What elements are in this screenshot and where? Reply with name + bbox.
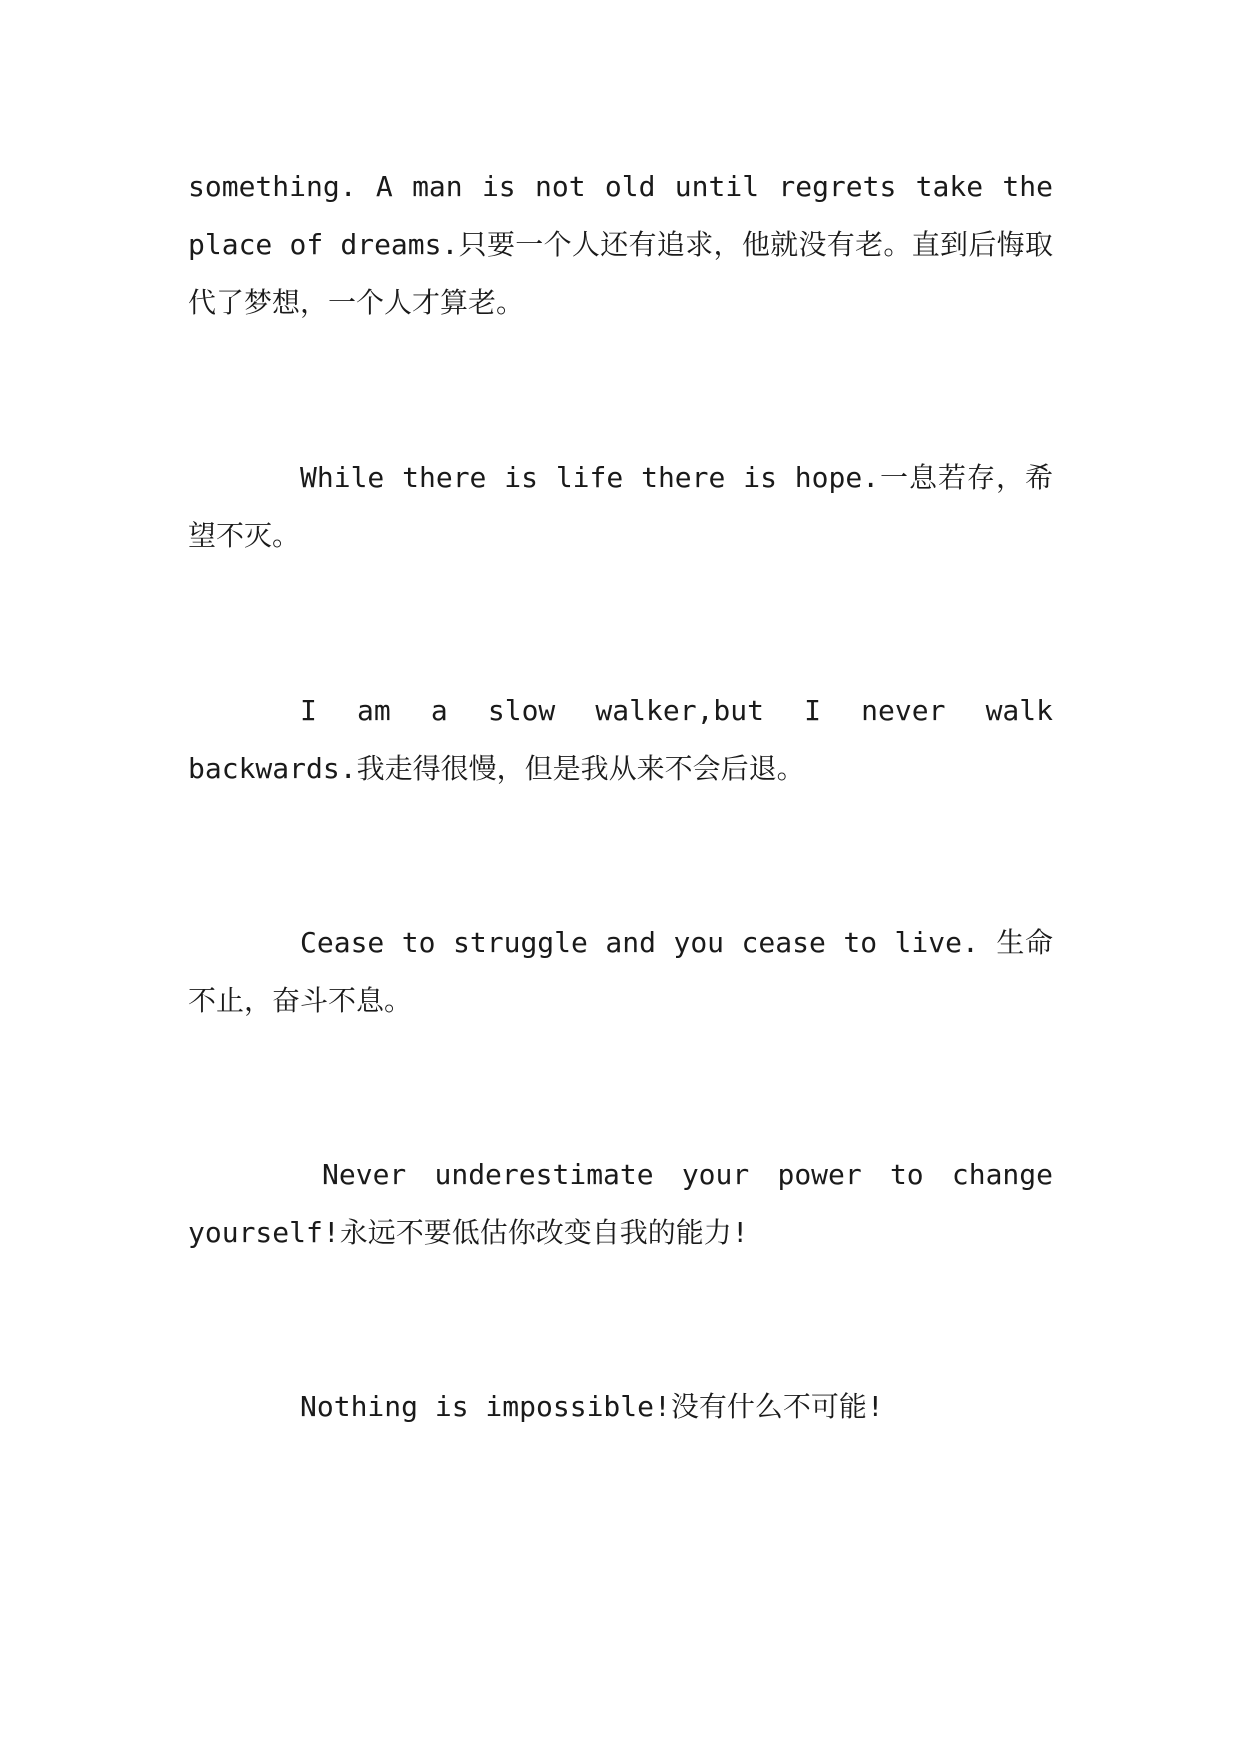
paragraph-quote: Never underestimate your power to change yourself!永远不要低估你改变自我的能力! <box>188 1158 1053 1249</box>
paragraph-quote: Cease to struggle and you cease to live. 生命不止，奋斗不息。 <box>188 926 1053 1017</box>
paragraph-quote: While there is life there is hope.一息若存，希望不灭。 <box>188 461 1053 552</box>
paragraph-quote: Nothing is impossible!没有什么不可能! <box>300 1390 884 1423</box>
paragraph-quote: I am a slow walker,but I never walk backwards.我走得很慢，但是我从来不会后退。 <box>188 694 1053 785</box>
paragraph-continuation: something. A man is not old until regrets take the place of dreams.只要一个人还有追求，他就没有老。直到后悔取代了梦想，一个人才算老。 <box>188 170 1053 319</box>
